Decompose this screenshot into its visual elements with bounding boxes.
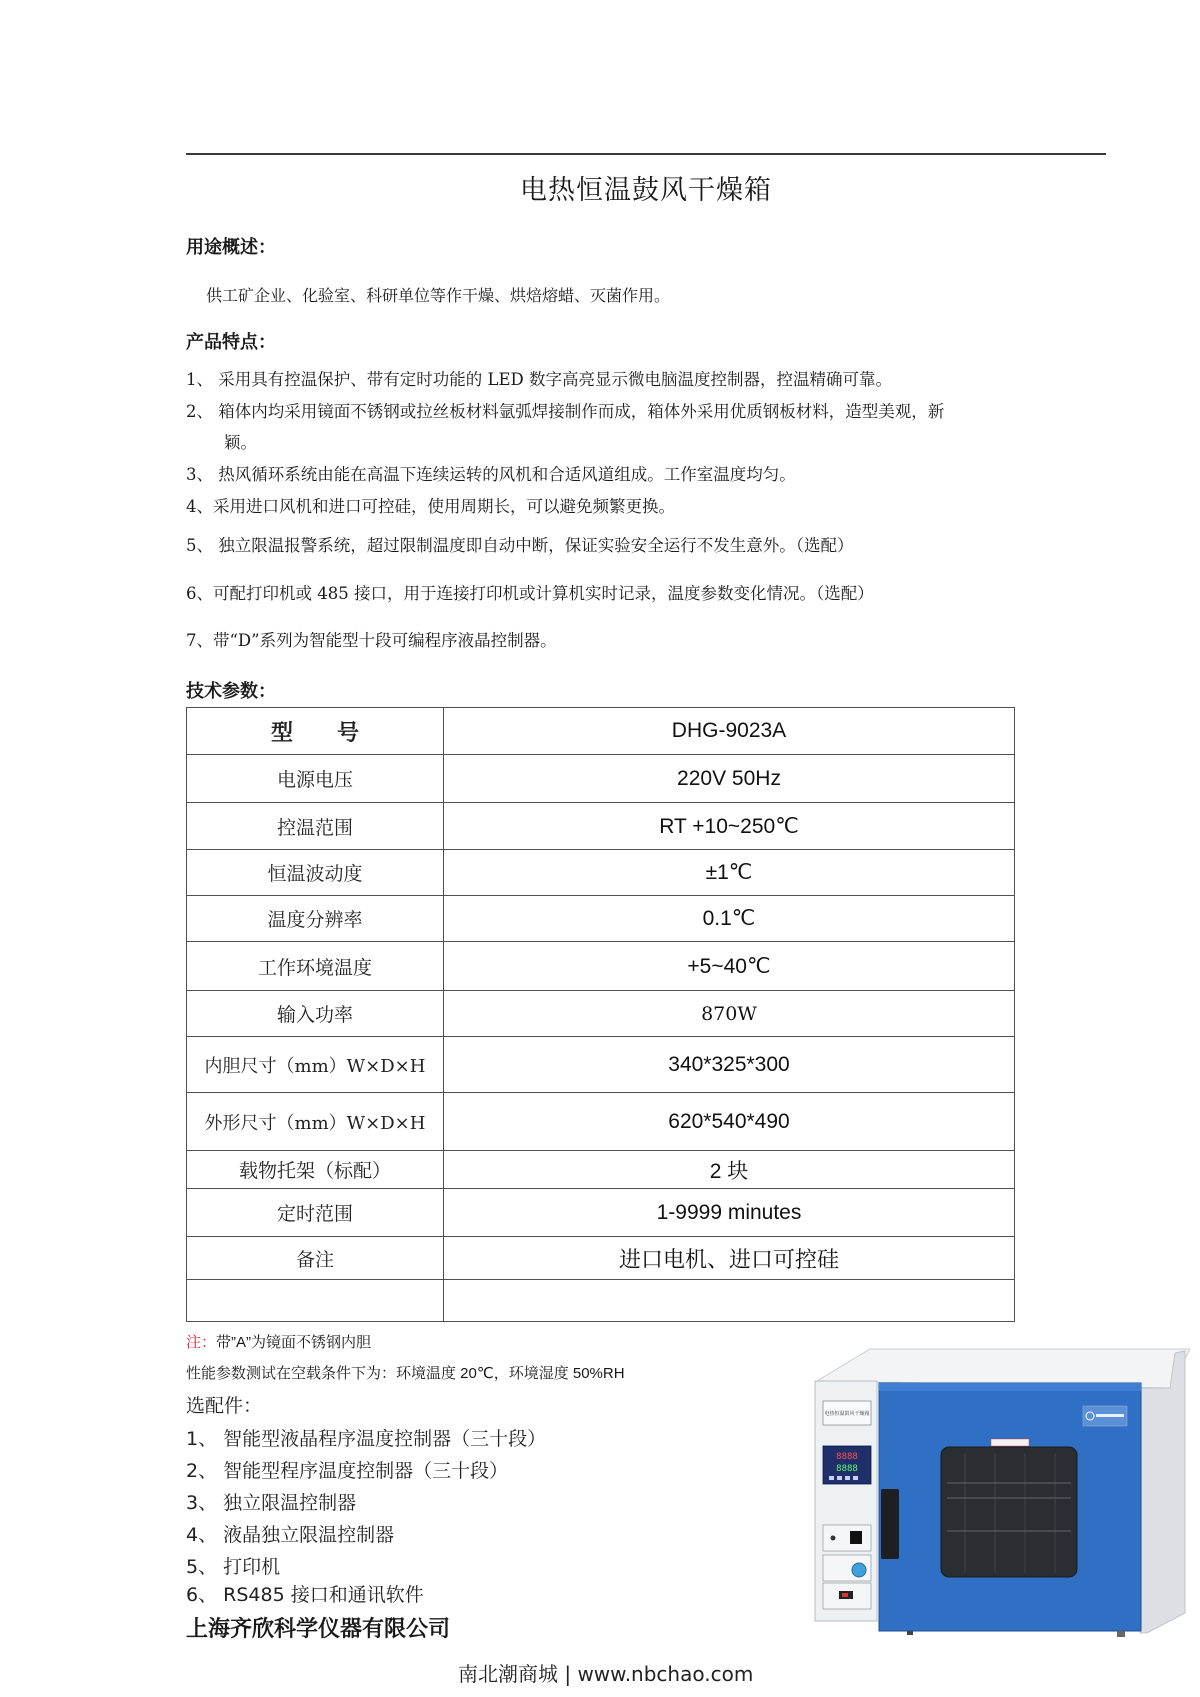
note-label: 注： — [186, 1334, 217, 1351]
feature-item-7 — [186, 631, 557, 651]
feature-item-1 — [186, 370, 892, 390]
feature-item-4 — [186, 497, 675, 517]
option-num: 6、 — [186, 1584, 218, 1606]
spec-key: 外形尺寸（mm）W×D×H — [187, 1093, 444, 1151]
note-text: 带”A”为镜面不锈钢内胆 — [216, 1334, 372, 1351]
footer-site[interactable]: 南北潮商城 | www.nbchao.com — [458, 1662, 754, 1686]
table-row — [187, 850, 1015, 896]
feature-text: 独立限温报警系统，超过限制温度即自动中断，保证实验安全运行不发生意外。（选配） — [218, 536, 854, 555]
feature-text: 箱体内均采用镜面不锈钢或拉丝板材料氩弧焊接制作而成，箱体外采用优质钢板材料，造型美观，新 — [218, 402, 945, 421]
page-title: 电热恒温鼓风干燥箱 — [520, 175, 772, 206]
table-row — [187, 1151, 1015, 1189]
feature-item-2-continuation: 颖。 — [224, 433, 257, 452]
option-text: 打印机 — [223, 1556, 281, 1578]
spec-value: 620*540*490 — [444, 1093, 1015, 1151]
option-item-1 — [186, 1424, 546, 1451]
spec-table — [186, 707, 1015, 1322]
display-top: 8888 — [836, 1452, 858, 1462]
table-row — [187, 708, 1015, 755]
option-item-5 — [186, 1552, 280, 1579]
spec-value: 220V 50Hz — [444, 755, 1015, 803]
table-row — [187, 1093, 1015, 1151]
spec-value: 2 块 — [444, 1151, 1015, 1189]
spec-key: 恒温波动度 — [187, 850, 444, 896]
spec-key: 内胆尺寸（mm）W×D×H — [187, 1037, 444, 1093]
spec-key: 输入功率 — [187, 991, 444, 1037]
feature-num: 4、 — [186, 497, 213, 516]
spec-value: RT +10~250℃ — [444, 803, 1015, 850]
spec-key: 工作环境温度 — [187, 942, 444, 991]
option-text: 智能型液晶程序温度控制器（三十段） — [223, 1428, 547, 1450]
table-row — [187, 942, 1015, 991]
feature-num: 1、 — [186, 370, 213, 389]
option-num: 5、 — [186, 1556, 218, 1578]
table-row — [187, 755, 1015, 803]
door-handle — [881, 1489, 899, 1559]
feature-num: 6、 — [186, 584, 213, 603]
spec-value: 进口电机、进口可控硅 — [444, 1237, 1015, 1280]
option-num: 3、 — [186, 1492, 218, 1514]
spec-value: 340*325*300 — [444, 1037, 1015, 1093]
feature-num: 3、 — [186, 465, 213, 484]
option-num: 1、 — [186, 1428, 218, 1450]
spec-key: 型 号 — [187, 708, 444, 755]
oven-window — [941, 1447, 1077, 1577]
feature-text: 热风循环系统由能在高温下连续运转的风机和合适风道组成。工作室温度均匀。 — [218, 465, 796, 484]
spec-key — [187, 1280, 444, 1322]
table-row — [187, 1237, 1015, 1280]
feature-item-6 — [186, 584, 874, 604]
spec-key: 载物托架（标配） — [187, 1151, 444, 1189]
feature-text: 可配打印机或 485 接口，用于连接打印机或计算机实时记录，温度参数变化情况。（选配） — [213, 584, 874, 603]
spec-key: 温度分辨率 — [187, 896, 444, 942]
spec-value: +5~40℃ — [444, 942, 1015, 991]
spec-value: 1-9999 minutes — [444, 1189, 1015, 1237]
feature-text: 采用具有控温保护、带有定时功能的 LED 数字高亮显示微电脑温度控制器，控温精确可靠。 — [218, 370, 892, 389]
usage-text: 供工矿企业、化验室、科研单位等作干燥、烘焙熔蜡、灭菌作用。 — [206, 286, 671, 305]
option-item-3 — [186, 1488, 356, 1515]
product-image — [795, 1333, 1190, 1643]
feature-item-5 — [186, 536, 854, 556]
spec-value — [444, 1280, 1015, 1322]
feature-num: 7、 — [186, 631, 213, 650]
spec-key: 电源电压 — [187, 755, 444, 803]
feature-item-2 — [186, 402, 944, 422]
option-text: RS485 接口和通讯软件 — [223, 1584, 424, 1606]
power-switch — [850, 1531, 862, 1544]
feature-num: 5、 — [186, 536, 213, 555]
specs-heading: 技术参数： — [186, 681, 276, 702]
usage-heading: 用途概述： — [186, 237, 276, 258]
thermostat-knob — [852, 1563, 866, 1577]
options-heading: 选配件： — [186, 1395, 263, 1417]
spec-key: 定时范围 — [187, 1189, 444, 1237]
test-conditions: 性能参数测试在空载条件下为：环境温度 20℃，环境湿度 50%RH — [186, 1365, 625, 1382]
option-item-2 — [186, 1456, 508, 1483]
option-item-6 — [186, 1580, 424, 1607]
option-num: 2、 — [186, 1460, 218, 1482]
display-bottom: 8888 — [836, 1464, 858, 1474]
option-text: 智能型程序温度控制器（三十段） — [223, 1460, 509, 1482]
feature-text: 带“D”系列为智能型十段可编程序液晶控制器。 — [213, 631, 557, 650]
spec-key: 备注 — [187, 1237, 444, 1280]
features-heading: 产品特点： — [186, 332, 276, 353]
spec-value: 0.1℃ — [444, 896, 1015, 942]
feature-text: 采用进口风机和进口可控硅，使用周期长，可以避免频繁更换。 — [213, 497, 675, 516]
spec-value: DHG-9023A — [444, 708, 1015, 755]
drying-oven-illustration — [795, 1333, 1190, 1643]
table-row — [187, 991, 1015, 1037]
table-row — [187, 896, 1015, 942]
spec-key: 控温范围 — [187, 803, 444, 850]
option-num: 4、 — [186, 1524, 218, 1546]
table-row — [187, 1037, 1015, 1093]
panel-label: 电热恒温鼓风干燥箱 — [824, 1411, 870, 1417]
company-name: 上海齐欣科学仪器有限公司 — [186, 1617, 451, 1642]
option-item-4 — [186, 1520, 394, 1547]
table-row — [187, 1189, 1015, 1237]
option-text: 液晶独立限温控制器 — [223, 1524, 395, 1546]
option-text: 独立限温控制器 — [223, 1492, 357, 1514]
feature-num: 2、 — [186, 402, 213, 421]
table-row-empty — [187, 1280, 1015, 1322]
table-row — [187, 803, 1015, 850]
spec-value: 870W — [444, 991, 1015, 1037]
spec-value: ±1℃ — [444, 850, 1015, 896]
note-line — [186, 1331, 371, 1352]
feature-item-3 — [186, 465, 796, 485]
header-rule — [186, 153, 1106, 155]
